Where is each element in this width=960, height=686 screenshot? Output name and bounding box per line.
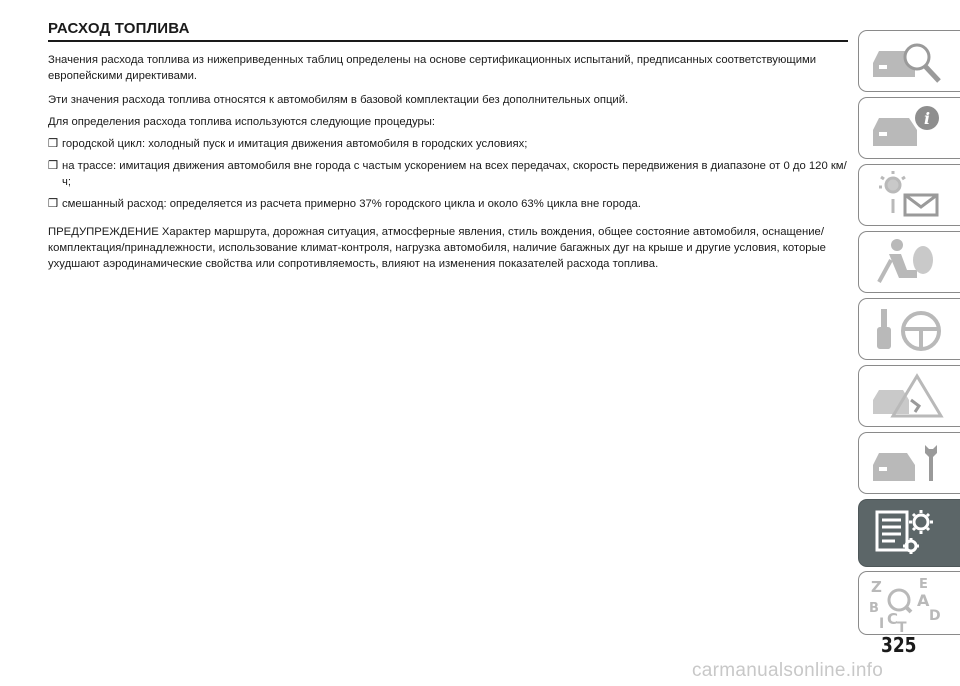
svg-text:i: i bbox=[924, 109, 931, 128]
side-tab-safety[interactable] bbox=[858, 231, 960, 293]
bullet-combined bbox=[48, 196, 848, 212]
procedures-intro-paragraph: Для определения расхода топлива используются следующие процедуры: bbox=[48, 116, 436, 128]
page-content bbox=[48, 20, 848, 280]
bullet-text: городской цикл: холодный пуск и имитация движения автомобиля в городских условиях; bbox=[62, 138, 528, 150]
bullet-marker: ❒ bbox=[48, 160, 59, 172]
side-tab-car-search[interactable] bbox=[858, 30, 960, 92]
index-letter: D bbox=[929, 608, 941, 624]
warning-paragraph: ПРЕДУПРЕЖДЕНИЕ Характер маршрута, дорожная ситуация, атмосферные явления, стиль вождения, общее состояние автомобиля, оснащение/комплектация/принадлежности, использование климат-контроля, нагрузка автомобиля, наличие багажных дуг на крыше и другие условия, которые ухудшают аэродинамические свойства или сопротивляемость, влияют на изменения показателей расхода топлива. bbox=[48, 226, 826, 270]
key-steering-wheel-icon bbox=[867, 303, 947, 357]
index-letter: A bbox=[917, 591, 930, 610]
index-letter: B bbox=[869, 601, 879, 616]
car-info-icon bbox=[867, 102, 947, 156]
index-letter: T bbox=[897, 620, 907, 634]
bullet-urban-cycle bbox=[48, 136, 848, 152]
intro-paragraph: Значения расхода топлива из нижеприведенных таблиц определены на основе сертификационных испытаний, предписанных соответствующими европейскими директивами. bbox=[48, 54, 817, 82]
side-tab-maintenance[interactable] bbox=[858, 432, 960, 494]
side-tab-technical-data[interactable] bbox=[858, 499, 960, 567]
warning-lights-message-icon bbox=[867, 169, 947, 223]
side-tab-index[interactable] bbox=[858, 571, 960, 635]
base-config-paragraph: Эти значения расхода топлива относятся к автомобилям в базовой комплектации без дополнительных опций. bbox=[48, 94, 629, 106]
page-number: 325 bbox=[881, 633, 917, 657]
index-letter: E bbox=[919, 577, 928, 592]
section-title: РАСХОД ТОПЛИВА bbox=[48, 20, 848, 42]
bullet-text: смешанный расход: определяется из расчета примерно 37% городского цикла и около 63% цикла вне города. bbox=[62, 198, 641, 210]
bullet-marker: ❒ bbox=[48, 198, 59, 210]
side-tab-driving[interactable] bbox=[858, 298, 960, 360]
car-crash-warning-icon bbox=[867, 370, 947, 424]
bullet-marker: ❒ bbox=[48, 138, 59, 150]
airbag-passenger-icon bbox=[867, 236, 947, 290]
car-wrench-icon bbox=[867, 437, 947, 491]
technical-data-gears-icon bbox=[867, 504, 947, 564]
index-letter: I bbox=[879, 616, 885, 632]
bullet-highway bbox=[48, 158, 848, 190]
car-search-icon bbox=[867, 35, 947, 89]
index-letter: C bbox=[887, 610, 899, 628]
side-tab-warning-lights[interactable] bbox=[858, 164, 960, 226]
index-letter: Z bbox=[871, 578, 882, 596]
side-tab-car-info[interactable] bbox=[858, 97, 960, 159]
watermark: carmanualsonline.info bbox=[692, 660, 884, 681]
side-tab-emergency[interactable] bbox=[858, 365, 960, 427]
alphabetical-index-icon bbox=[867, 576, 951, 634]
bullet-text: на трассе: имитация движения автомобиля вне города с частым ускорением на всех передачах, скорость передвижения в диапазоне от 0 до 120 км/ч; bbox=[62, 160, 847, 188]
